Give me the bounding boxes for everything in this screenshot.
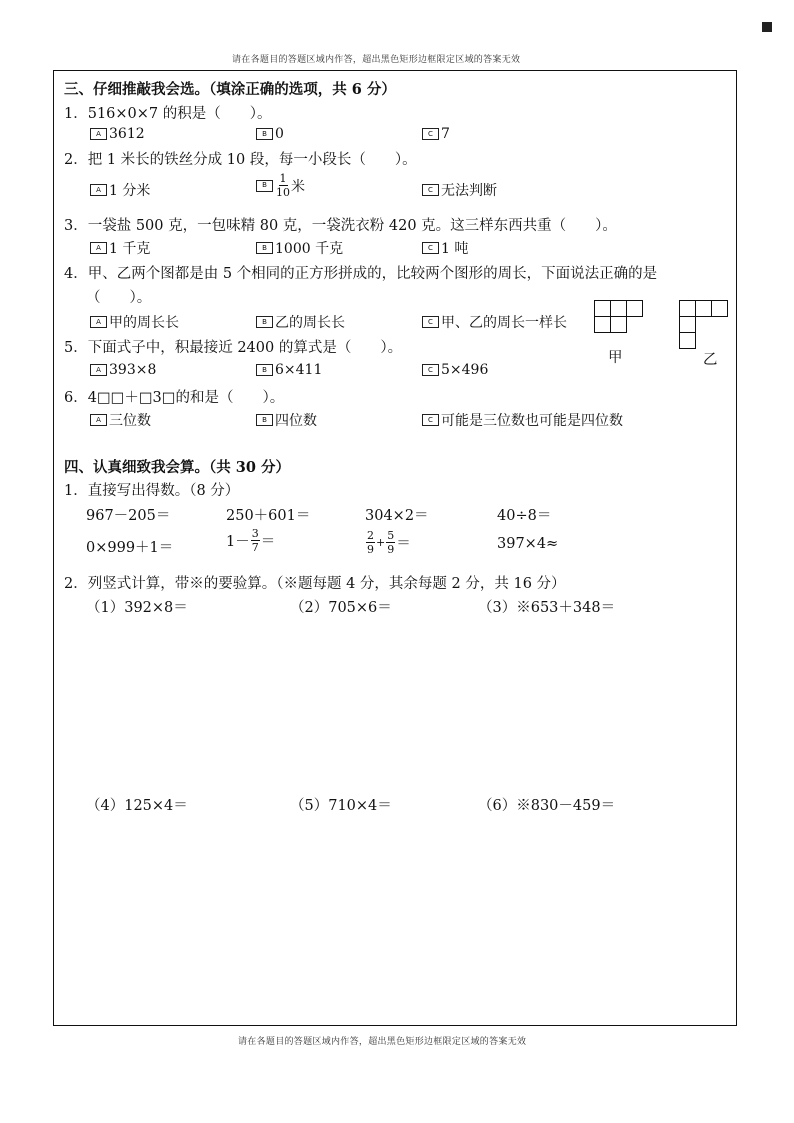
q1-option-c[interactable]: C 7 bbox=[422, 126, 450, 142]
q6-option-b[interactable]: B 四位数 bbox=[256, 410, 317, 430]
option-b-marker: B bbox=[256, 414, 273, 426]
part2-title: 2．列竖式计算，带※的要验算。（※题每题 4 分，其余每题 2 分，共 16 分） bbox=[64, 576, 566, 592]
option-b-marker: B bbox=[256, 316, 273, 328]
q2-stem: 2．把 1 米长的铁丝分成 10 段，每一小段长（ ）。 bbox=[64, 152, 417, 168]
fraction-one-tenth: $\frac{1}{10}$ bbox=[276, 172, 290, 199]
q5-stem: 5．下面式子中，积最接近 2400 的算式是（ ）。 bbox=[64, 340, 403, 356]
option-b-marker: B bbox=[256, 180, 273, 192]
header-note: 请在各题目的答题区域内作答，超出黑色矩形边框限定区域的答案无效 bbox=[232, 55, 521, 65]
option-a-marker: A bbox=[90, 316, 107, 328]
q3-option-a[interactable]: A 1 千克 bbox=[90, 238, 150, 258]
figure-square bbox=[626, 300, 643, 317]
corner-marker bbox=[762, 22, 772, 32]
calc-item: 40÷8＝ bbox=[497, 508, 552, 524]
figure-square bbox=[679, 300, 696, 317]
q4-option-b[interactable]: B 乙的周长长 bbox=[256, 312, 345, 332]
calc-item: 304×2＝ bbox=[365, 508, 429, 524]
q6-option-c[interactable]: C 可能是三位数也可能是四位数 bbox=[422, 410, 623, 430]
figure-square bbox=[679, 332, 696, 349]
part1-title: 1．直接写出得数。（8 分） bbox=[64, 483, 240, 499]
figure-square bbox=[610, 316, 627, 333]
option-c-marker: C bbox=[422, 316, 439, 328]
option-c-marker: C bbox=[422, 414, 439, 426]
option-c-marker: C bbox=[422, 184, 439, 196]
q1-option-a[interactable]: A 3612 bbox=[90, 126, 145, 142]
option-c-marker: C bbox=[422, 242, 439, 254]
calc-item: 0×999＋1＝ bbox=[86, 540, 174, 556]
vertical-calc-item: （1）392×8＝ bbox=[86, 600, 188, 616]
figure-square bbox=[695, 300, 712, 317]
option-c-marker: C bbox=[422, 128, 439, 140]
calc-item-fraction-sum: $\frac{2}{9}$ + $\frac{5}{9}$ ＝ bbox=[367, 529, 411, 556]
q4-stem: 4．甲、乙两个图都是由 5 个相同的正方形拼成的，比较两个图形的周长，下面说法正确的是 bbox=[64, 266, 658, 282]
section3-title: 三、仔细推敲我会选。（填涂正确的选项，共 6 分） bbox=[64, 81, 396, 98]
option-a-marker: A bbox=[90, 242, 107, 254]
q4-option-c[interactable]: C 甲、乙的周长一样长 bbox=[422, 312, 567, 332]
q1-option-b[interactable]: B 0 bbox=[256, 126, 284, 142]
option-a-marker: A bbox=[90, 414, 107, 426]
figure-square bbox=[594, 300, 611, 317]
q5-option-b[interactable]: B 6×411 bbox=[256, 362, 322, 378]
figure-square bbox=[679, 316, 696, 333]
vertical-calc-item: （5）710×4＝ bbox=[290, 798, 392, 814]
figure-yi-label: 乙 bbox=[703, 352, 718, 368]
q5-option-c[interactable]: C 5×496 bbox=[422, 362, 488, 378]
figure-jia-label: 甲 bbox=[608, 350, 623, 366]
option-a-marker: A bbox=[90, 128, 107, 140]
vertical-calc-item: （6）※830－459＝ bbox=[478, 798, 616, 814]
calc-item-fraction: 1－ $\frac{3}{7}$ ＝ bbox=[226, 527, 276, 554]
figure-square bbox=[594, 316, 611, 333]
calc-item: 250＋601＝ bbox=[226, 508, 311, 524]
q1-stem: 1．516×0×7 的积是（ ）。 bbox=[64, 106, 272, 122]
option-c-marker: C bbox=[422, 364, 439, 376]
q3-stem: 3．一袋盐 500 克，一包味精 80 克，一袋洗衣粉 420 克。这三样东西共重（ ）。 bbox=[64, 218, 617, 234]
q2-option-c[interactable]: C 无法判断 bbox=[422, 180, 497, 200]
option-b-marker: B bbox=[256, 364, 273, 376]
q3-option-c[interactable]: C 1 吨 bbox=[422, 238, 468, 258]
figure-square bbox=[610, 300, 627, 317]
vertical-calc-item: （3）※653＋348＝ bbox=[478, 600, 616, 616]
q2-option-b[interactable]: B $\frac{1}{10}$ 米 bbox=[256, 173, 305, 198]
q4-stem-blank: （ ）。 bbox=[86, 290, 152, 306]
calc-item: 397×4≈ bbox=[497, 536, 559, 552]
q4-option-a[interactable]: A 甲的周长长 bbox=[90, 312, 179, 332]
q5-option-a[interactable]: A 393×8 bbox=[90, 362, 156, 378]
q3-option-b[interactable]: B 1000 千克 bbox=[256, 238, 343, 258]
figure-square bbox=[711, 300, 728, 317]
vertical-calc-item: （2）705×6＝ bbox=[290, 600, 392, 616]
calc-item: 967－205＝ bbox=[86, 508, 171, 524]
option-b-marker: B bbox=[256, 242, 273, 254]
option-b-marker: B bbox=[256, 128, 273, 140]
section4-title: 四、认真细致我会算。（共 30 分） bbox=[64, 459, 291, 476]
q2-option-a[interactable]: A 1 分米 bbox=[90, 180, 150, 200]
option-a-marker: A bbox=[90, 364, 107, 376]
q6-stem: 6．4□□＋□3□的和是（ ）。 bbox=[64, 390, 285, 406]
vertical-calc-item: （4）125×4＝ bbox=[86, 798, 188, 814]
footer-note: 请在各题目的答题区域内作答，超出黑色矩形边框限定区域的答案无效 bbox=[238, 1037, 527, 1047]
option-a-marker: A bbox=[90, 184, 107, 196]
q6-option-a[interactable]: A 三位数 bbox=[90, 410, 151, 430]
